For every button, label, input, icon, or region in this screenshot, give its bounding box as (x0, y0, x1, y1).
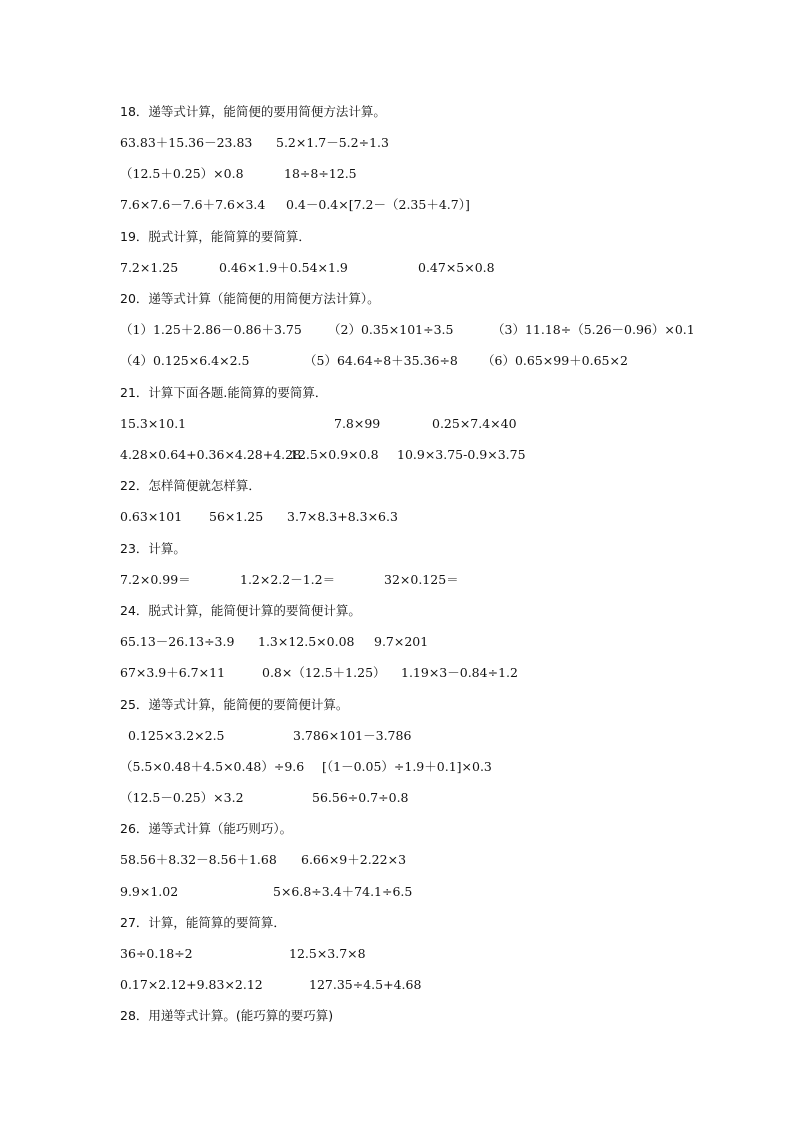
problem: 67×3.9＋6.7×11 (120, 665, 226, 680)
problem: 18÷8÷12.5 (284, 166, 357, 181)
question-19-title: 19．脱式计算，能简算的要简算． (120, 229, 311, 244)
problem: 10.9×3.75-0.9×3.75 (397, 447, 526, 462)
problem: 7.6×7.6－7.6＋7.6×3.4 (120, 197, 266, 212)
problem: 36÷0.18÷2 (120, 946, 193, 961)
problem: 0.25×7.4×40 (432, 416, 517, 431)
problem: 1.19×3－0.84÷1.2 (401, 665, 518, 680)
problem: 56.56÷0.7÷0.8 (312, 790, 409, 805)
question-22-title: 22．怎样简便就怎样算． (120, 478, 261, 493)
problem: 3.786×101－3.786 (293, 728, 412, 743)
question-24-title: 24．脱式计算，能简便计算的要简便计算。 (120, 603, 361, 618)
question-26-title: 26．递等式计算（能巧则巧）。 (120, 821, 293, 836)
problem: 0.4－0.4×[7.2－（2.35＋4.7）] (286, 197, 470, 212)
problem: 58.56＋8.32－8.56＋1.68 (120, 852, 277, 867)
problem: 32×0.125＝ (384, 572, 459, 587)
problem: [（1－0.05）÷1.9＋0.1]×0.3 (322, 759, 492, 774)
question-20-title: 20．递等式计算（能简便的用简便方法计算）。 (120, 291, 380, 306)
problem: （5.5×0.48＋4.5×0.48）÷9.6 (120, 759, 305, 774)
problem: 1.2×2.2－1.2＝ (240, 572, 336, 587)
problem: 9.9×1.02 (120, 884, 179, 899)
problem: （6）0.65×99＋0.65×2 (482, 353, 628, 368)
problem: 7.2×1.25 (120, 260, 179, 275)
problem: 0.47×5×0.8 (418, 260, 495, 275)
problem: 4.28×0.64+0.36×4.28+4.28 (120, 447, 302, 462)
problem: 0.125×3.2×2.5 (128, 728, 225, 743)
problem: （12.5＋0.25）×0.8 (120, 166, 244, 181)
problem: 7.2×0.99＝ (120, 572, 191, 587)
problem: 6.66×9＋2.22×3 (301, 852, 407, 867)
question-18-title: 18．递等式计算，能简便的要用简便方法计算。 (120, 104, 386, 119)
problem: 1.3×12.5×0.08 (258, 634, 355, 649)
problem: 0.8×（12.5＋1.25） (262, 665, 386, 680)
question-27-title: 27．计算，能简算的要简算． (120, 915, 286, 930)
problem: 56×1.25 (209, 509, 264, 524)
problem: 15.3×10.1 (120, 416, 187, 431)
problem: 0.63×101 (120, 509, 183, 524)
problem: 5×6.8÷3.4＋74.1÷6.5 (273, 884, 413, 899)
question-21-title: 21．计算下面各题.能简算的要简算． (120, 385, 328, 400)
problem: （1）1.25＋2.86－0.86＋3.75 (120, 322, 302, 337)
problem: 5.2×1.7－5.2÷1.3 (276, 135, 389, 150)
problem: （3）11.18÷（5.26－0.96）×0.1 (492, 322, 695, 337)
problem: （4）0.125×6.4×2.5 (120, 353, 250, 368)
problem: （12.5－0.25）×3.2 (120, 790, 244, 805)
problem: 0.17×2.12+9.83×2.12 (120, 977, 263, 992)
problem: 7.8×99 (334, 416, 381, 431)
problem: 127.35÷4.5+4.68 (309, 977, 422, 992)
question-28-title: 28．用递等式计算。(能巧算的要巧算) (120, 1008, 334, 1023)
problem: 9.7×201 (374, 634, 429, 649)
problem: （2）0.35×101÷3.5 (328, 322, 454, 337)
problem: 12.5×3.7×8 (289, 946, 366, 961)
problem: 0.46×1.9＋0.54×1.9 (219, 260, 348, 275)
problem: 3.7×8.3+8.3×6.3 (287, 509, 398, 524)
problem: 65.13－26.13÷3.9 (120, 634, 235, 649)
question-23-title: 23．计算。 (120, 541, 186, 556)
problem: 63.83＋15.36－23.83 (120, 135, 253, 150)
question-25-title: 25．递等式计算，能简便的要简便计算。 (120, 697, 349, 712)
problem: 12.5×0.9×0.8 (290, 447, 379, 462)
problem: （5）64.64÷8＋35.36÷8 (304, 353, 458, 368)
